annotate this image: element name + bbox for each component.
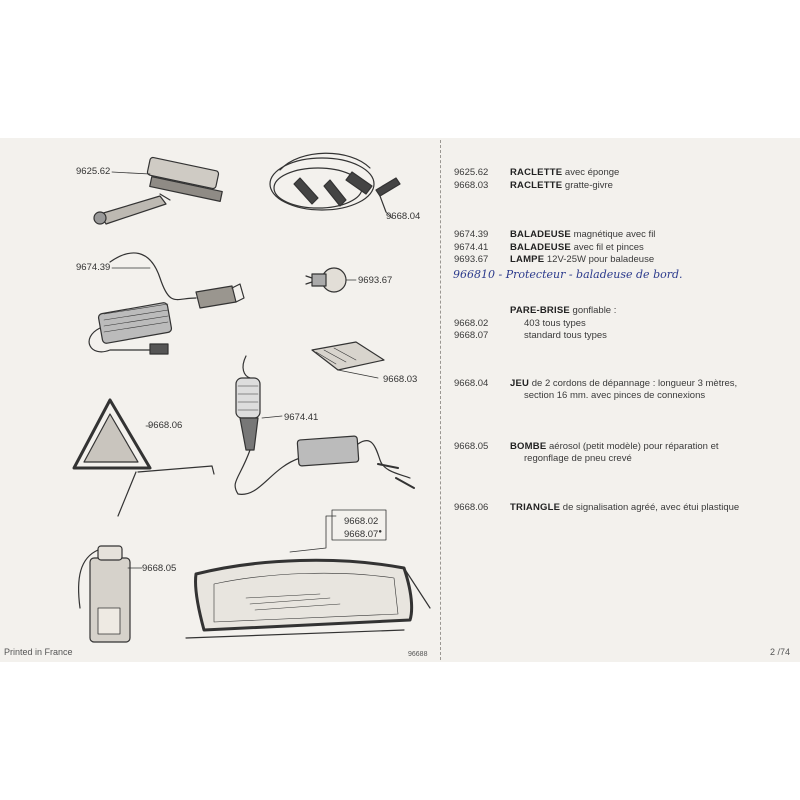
label-9668-05: 9668.05 (142, 563, 177, 574)
bulb-drawing (306, 268, 346, 292)
page-fold-line (440, 140, 441, 660)
desc-pare-brise: PARE-BRISE gonflable : (510, 305, 617, 316)
label-9668-02: 9668.02 (344, 516, 379, 527)
label-9668-06: 9668.06 (148, 420, 183, 431)
handwritten-note: 966810 - Protecteur - baladeuse de bord. (453, 268, 683, 281)
desc-9625-62: RACLETTE avec éponge (510, 167, 620, 178)
label-9674-39: 9674.39 (76, 262, 111, 273)
ice-scraper-drawing (312, 342, 384, 370)
desc-9668-07: standard tous types (524, 330, 607, 341)
desc-9668-06: TRIANGLE de signalisation agréé, avec étui plastique (510, 502, 740, 513)
accessory-illustrations (0, 138, 440, 662)
desc-9668-04-line2: section 16 mm. avec pinces de connexions (524, 390, 706, 401)
desc-9668-02: 403 tous types (524, 318, 586, 329)
jumper-cables-drawing (270, 153, 400, 212)
label-9693-67: 9693.67 (358, 275, 393, 286)
aerosol-can-drawing (79, 546, 130, 642)
code-9668-04: 9668.04 (454, 378, 489, 389)
code-9674-41: 9674.41 (454, 242, 489, 253)
windscreen-drawing (186, 560, 430, 638)
warning-triangle-drawing (74, 400, 214, 516)
code-9674-39: 9674.39 (454, 229, 489, 240)
desc-9668-05: BOMBE aérosol (petit modèle) pour réparation et (510, 441, 719, 452)
label-9668-07: 9668.07● (344, 529, 382, 540)
desc-9693-67: LAMPE 12V-25W pour baladeuse (510, 254, 655, 265)
squeegee-sponge-drawing (94, 157, 222, 224)
code-9668-05: 9668.05 (454, 441, 489, 452)
desc-9674-39: BALADEUSE magnétique avec fil (510, 229, 656, 240)
code-9668-06: 9668.06 (454, 502, 489, 513)
code-9668-07: 9668.07 (454, 330, 489, 341)
code-9668-02: 9668.02 (454, 318, 489, 329)
page-number: 2 /74 (770, 647, 791, 657)
desc-9668-03: RACLETTE gratte-givre (510, 180, 613, 191)
code-9668-03: 9668.03 (454, 180, 489, 191)
code-9625-62: 9625.62 (454, 167, 489, 178)
label-9625-62: 9625.62 (76, 166, 111, 177)
print-reference: 96688 (408, 651, 428, 658)
label-9668-04: 9668.04 (386, 211, 421, 222)
label-9674-41: 9674.41 (284, 412, 319, 423)
desc-9668-05-line2: regonflage de pneu crevé (524, 453, 632, 464)
label-9668-03: 9668.03 (383, 374, 418, 385)
desc-9674-41: BALADEUSE avec fil et pinces (510, 242, 644, 253)
printed-in-france: Printed in France (4, 647, 73, 657)
desc-9668-04: JEU de 2 cordons de dépannage : longueur 3 mètres, (510, 378, 738, 389)
code-9693-67: 9693.67 (454, 254, 489, 265)
